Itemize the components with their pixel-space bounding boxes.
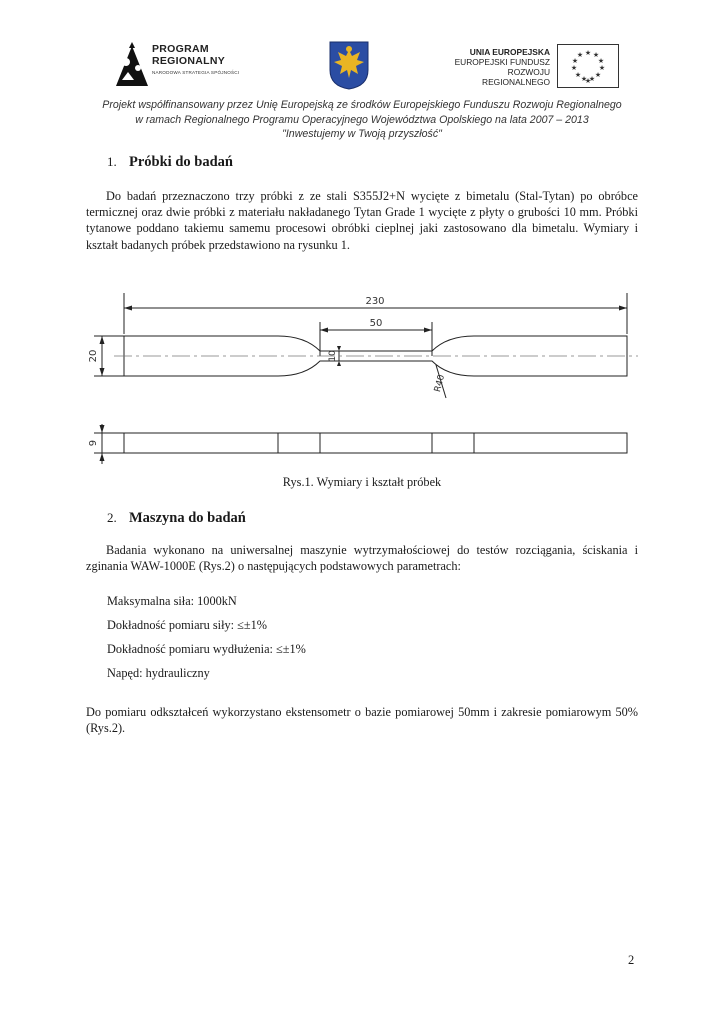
svg-text:★: ★ — [571, 57, 579, 65]
program-regionalny-emblem-icon — [112, 40, 152, 90]
coat-of-arms-logo — [328, 40, 370, 90]
param-list-item: Napęd: hydrauliczny — [107, 666, 210, 680]
dim-width-label: 20 — [88, 349, 99, 363]
eu-fund-text — [440, 47, 550, 87]
dim-narrow-label: 10 — [328, 350, 338, 362]
closing-paragraph: Do pomiaru odkształceń wykorzystano ekstensometr o bazie pomiarowej 50mm i zakresie pomiarowym 50% (Rys.2). — [86, 705, 638, 736]
svg-text:★: ★ — [584, 77, 592, 85]
eu-line2: EUROPEJSKI FUNDUSZ — [454, 57, 550, 67]
svg-text:★: ★ — [574, 71, 582, 79]
svg-text:★: ★ — [576, 51, 584, 59]
svg-text:★: ★ — [594, 71, 602, 79]
dim-gauge-label: 50 — [369, 318, 383, 329]
svg-text:★: ★ — [588, 75, 596, 83]
section1-number: 1. — [107, 154, 117, 169]
svg-text:★: ★ — [570, 64, 578, 72]
eu-flag-icon — [557, 44, 619, 88]
dim-total-label: 230 — [365, 296, 385, 307]
svg-text:★: ★ — [592, 51, 600, 59]
section1-text: Do badań przeznaczono trzy próbki z ze stali S355J2+N wycięte z bimetalu (Stal-Tytan) po obróbce termicznej oraz dwie próbki z materiału nakładanego Tytan Grade 1 wycięte z płyty o grubości 10 mm. Próbki tytanowe poddano takiemu samemu procesowi obróbki cieplnej jaki zastosowano dla bimetalu. Wymiary i kształt badanych próbek przedstawiono na rysunku 1. — [86, 189, 638, 252]
section1-paragraph — [86, 188, 638, 253]
header-line3: "Inwestujemy w Twoją przyszłość" — [282, 128, 442, 140]
eu-flag-logo — [557, 44, 619, 88]
eagle-coat-of-arms-icon — [328, 40, 370, 90]
eu-line1: UNIA EUROPEJSKA — [469, 47, 550, 57]
figure-caption: Rys.1. Wymiary i kształt próbek — [282, 475, 442, 489]
page-number: 2 — [628, 953, 635, 967]
program-subtitle: NARODOWA STRATEGIA SPÓJNOŚCI — [152, 70, 240, 75]
section1-title: Próbki do badań — [129, 154, 233, 170]
program-line1: PROGRAM — [152, 43, 209, 55]
param-list-item: Dokładność pomiaru wydłużenia: ≤±1% — [107, 642, 306, 656]
eu-line3: ROZWOJU REGIONALNEGO — [482, 67, 550, 87]
svg-text:★: ★ — [597, 57, 605, 65]
svg-text:★: ★ — [598, 64, 606, 72]
section1-heading — [107, 154, 233, 171]
svg-text:★: ★ — [584, 49, 592, 57]
specimen-drawing — [80, 288, 640, 472]
section2-title: Maszyna do badań — [129, 510, 246, 526]
program-line2: REGIONALNY — [152, 55, 226, 67]
param-list-item: Dokładność pomiaru siły: ≤±1% — [107, 618, 268, 632]
param-list-item: Maksymalna siła: 1000kN — [107, 594, 237, 608]
section2-text: Badania wykonano na uniwersalnej maszynie wytrzymałościowej do testów rozciągania, ściskania i zginania WAW-1000E (Rys.2) o następujących podstawowych parametrach: — [86, 543, 638, 574]
dim-radius-label: R40 — [432, 373, 448, 394]
section2-number: 2. — [107, 510, 117, 525]
program-regionalny-logo — [112, 40, 252, 90]
section2-heading — [107, 510, 246, 527]
dim-thickness-label: 9 — [88, 439, 99, 447]
svg-text:★: ★ — [580, 75, 588, 83]
header-line1: Projekt współfinansowany przez Unię Europejską ze środków Europejskiego Funduszu Rozwoju Regionalnego — [102, 99, 622, 111]
header-line2: w ramach Regionalnego Programu Operacyjnego Województwa Opolskiego na lata 2007 – 2013 — [135, 113, 589, 126]
section2-paragraph — [86, 542, 638, 574]
project-funding-note — [60, 98, 664, 142]
specimen-side-outline — [124, 433, 627, 453]
